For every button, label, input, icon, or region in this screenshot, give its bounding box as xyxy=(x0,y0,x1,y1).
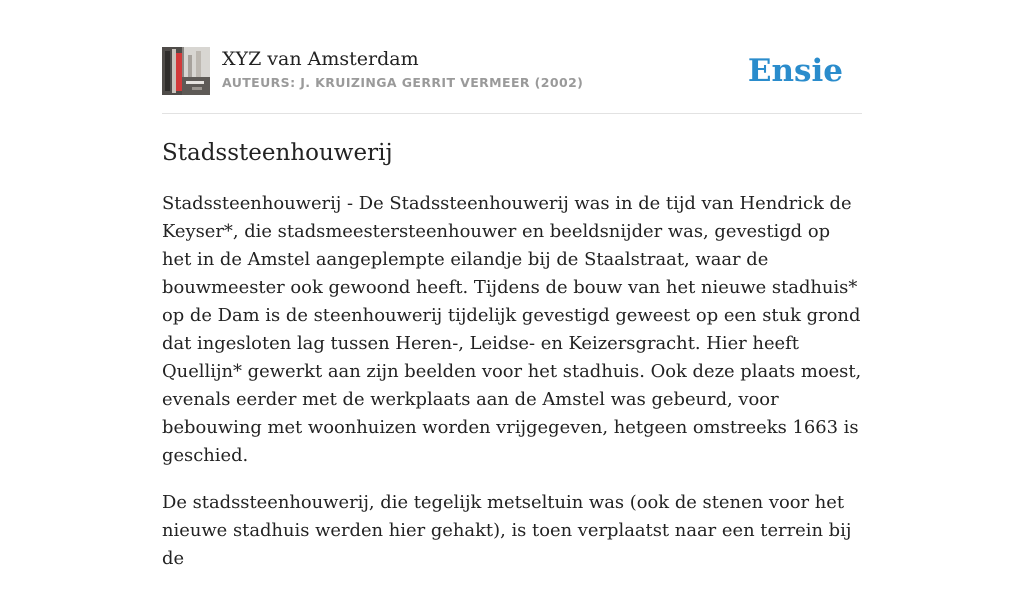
entry-paragraph: De stadssteenhouwerij, die tegelijk metseltuin was (ook de stenen voor het nieuwe stadhuis werden hier gehakt), is toen verplaatst naar een terrein bij de xyxy=(162,492,852,569)
book-cover-image xyxy=(162,47,210,95)
book-title[interactable]: XYZ van Amsterdam xyxy=(222,48,419,70)
entry-paragraph: Stadssteenhouwerij - De Stadssteenhouwerij was in de tijd van Hendrick de Keyser*, die stadsmeestersteenhouwer en beeldsnijder was, gevestigd op het in de Amstel aangeplempte eilandje bij de Staalstraat, waar de bouwmeester ook gewoond heeft. Tijdens de bouw van het nieuwe stadhuis* op de Dam is de steenhouwerij tijdelijk gevestigd geweest op een stuk grond dat ingesloten lag tussen Heren-, Leidse- en Keizersgracht. Hier heeft Quellijn* gewerkt aan zijn beelden voor het stadhuis. Ook deze plaats moest, evenals eerder met de werkplaats aan de Amstel was gebeurd, voor bebouwing met woonhuizen worden vrijgegeven, hetgeen omstreeks 1663 is geschied. xyxy=(162,193,862,466)
entry-content xyxy=(162,190,862,592)
header-divider xyxy=(162,113,862,114)
entry-title: Stadssteenhouwerij xyxy=(162,140,393,166)
book-cover-avatar[interactable] xyxy=(162,47,210,95)
page-header xyxy=(162,47,862,113)
ensie-logo[interactable]: Ensie xyxy=(747,53,843,89)
book-authors: AUTEURS: J. KRUIZINGA GERRIT VERMEER (2002) xyxy=(222,75,584,90)
